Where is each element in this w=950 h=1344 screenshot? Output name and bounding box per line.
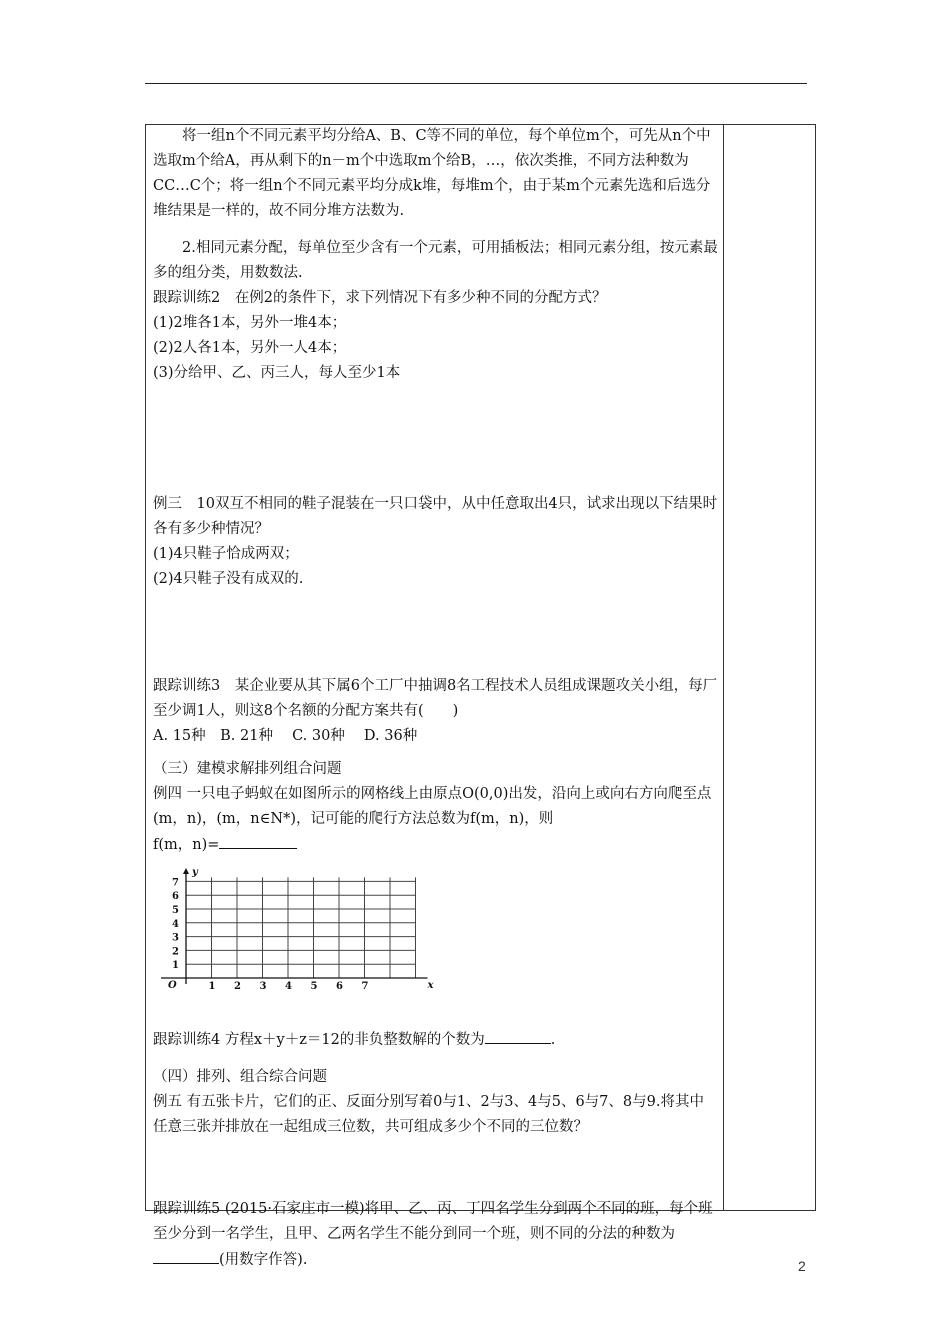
x-tick-label: 2	[234, 981, 241, 992]
practice3-title: 跟踪训练3 某企业要从其下属6个工厂中抽调8名工程技术人员组成课题攻关小组，每厂至少调1人，则这8个名额的分配方案共有( )	[153, 678, 718, 719]
origin-label: O	[168, 980, 177, 991]
y-tick-label: 1	[172, 960, 179, 972]
answer-blank	[219, 832, 297, 849]
practice2-item: (3)分给甲、乙、丙三人，每人至少1本	[153, 365, 401, 381]
practice3-options: A. 15种 B. 21种 C. 30种 D. 36种	[153, 728, 418, 744]
practice4-tail: .	[550, 1032, 556, 1048]
y-axis-label: y	[192, 867, 198, 878]
answer-blank	[153, 1247, 219, 1264]
x-tick-label: 3	[259, 981, 267, 992]
example5-text: 例五 有五张卡片，它们的正、反面分别写着0与1、2与3、4与5、6与7、8与9.将其中任意三张并排放在一起组成三位数，共可组成多少个不同的三位数？	[153, 1094, 704, 1135]
y-tick-label: 4	[172, 918, 179, 930]
y-tick-label: 2	[172, 946, 179, 958]
practice4-text: 跟踪训练4 方程x＋y＋z＝12的非负整数解的个数为	[153, 1032, 485, 1048]
x-tick-label: 4	[285, 981, 292, 992]
page-number: 2	[798, 1258, 806, 1274]
y-tick-label: 7	[172, 877, 179, 889]
practice5-line	[153, 1197, 718, 1273]
x-tick-label: 7	[361, 981, 369, 992]
practice2-title: 跟踪训练2 在例2的条件下，求下列情况下有多少种不同的分配方式？	[153, 290, 607, 306]
y-axis-arrow-icon	[183, 868, 189, 874]
y-tick-label: 6	[172, 891, 179, 903]
example4-tail: f(m，n)=	[153, 837, 220, 853]
example3-title: 例三 10双互不相同的鞋子混装在一只口袋中，从中任意取出4只，试求出现以下结果时各有多少种情况？	[153, 496, 718, 537]
x-tick-label: 6	[336, 981, 343, 992]
content-column	[153, 124, 718, 1273]
header-rule	[145, 83, 807, 84]
example3-item: (1)4只鞋子恰成两双；	[153, 546, 299, 562]
x-axis-label: x	[427, 980, 434, 991]
example4-text: 例四 一只电子蚂蚁在如图所示的网格线上由原点O(0,0)出发，沿向上或向右方向爬至点(m，n)，(m，n∈N*)，记可能的爬行方法总数为f(m，n)，则	[153, 786, 712, 827]
practice2-item: (2)2人各1本，另外一人4本；	[153, 340, 347, 356]
practice5-tail: (用数字作答).	[219, 1252, 308, 1268]
y-tick-label: 5	[172, 905, 179, 916]
method-paragraph: 将一组n个不同元素平均分给A、B、C等不同的单位，每个单位m个，可先从n个中选取m个给A，再从剩下的n－m个中选取m个给B，…，依次类推，不同方法种数为CC…C个；将一组n个不同元素平均分成k堆，每堆m个，由于某m个元素先选和后选分堆结果是一样的，故不同分堆方法数为.	[153, 128, 711, 219]
lattice-grid-svg	[156, 866, 434, 996]
answer-blank	[485, 1027, 551, 1044]
practice4-line	[153, 1027, 718, 1053]
lattice-grid-figure	[156, 866, 718, 1005]
example3-item: (2)4只鞋子没有成双的.	[153, 571, 304, 587]
practice2-item: (1)2堆各1本，另外一堆4本；	[153, 315, 347, 331]
x-tick-label: 5	[310, 981, 318, 992]
section3-heading: （三）建模求解排列组合问题	[153, 761, 342, 777]
identical-elements-paragraph: 2.相同元素分配，每单位至少含有一个元素，可用插板法；相同元素分组，按元素最多的组分类，用数数法.	[153, 240, 718, 281]
y-tick-label: 3	[172, 932, 179, 944]
x-tick-label: 1	[208, 981, 216, 992]
table-column-divider	[723, 124, 724, 1211]
section4-heading: （四）排列、组合综合问题	[153, 1069, 327, 1085]
practice5-text: 跟踪训练5 (2015·石家庄市一模)将甲、乙、丙、丁四名学生分到两个不同的班，每个班至少分到一名学生，且甲、乙两名学生不能分到同一个班，则不同的分法的种数为	[153, 1201, 713, 1242]
example4-answer-line	[153, 832, 718, 858]
